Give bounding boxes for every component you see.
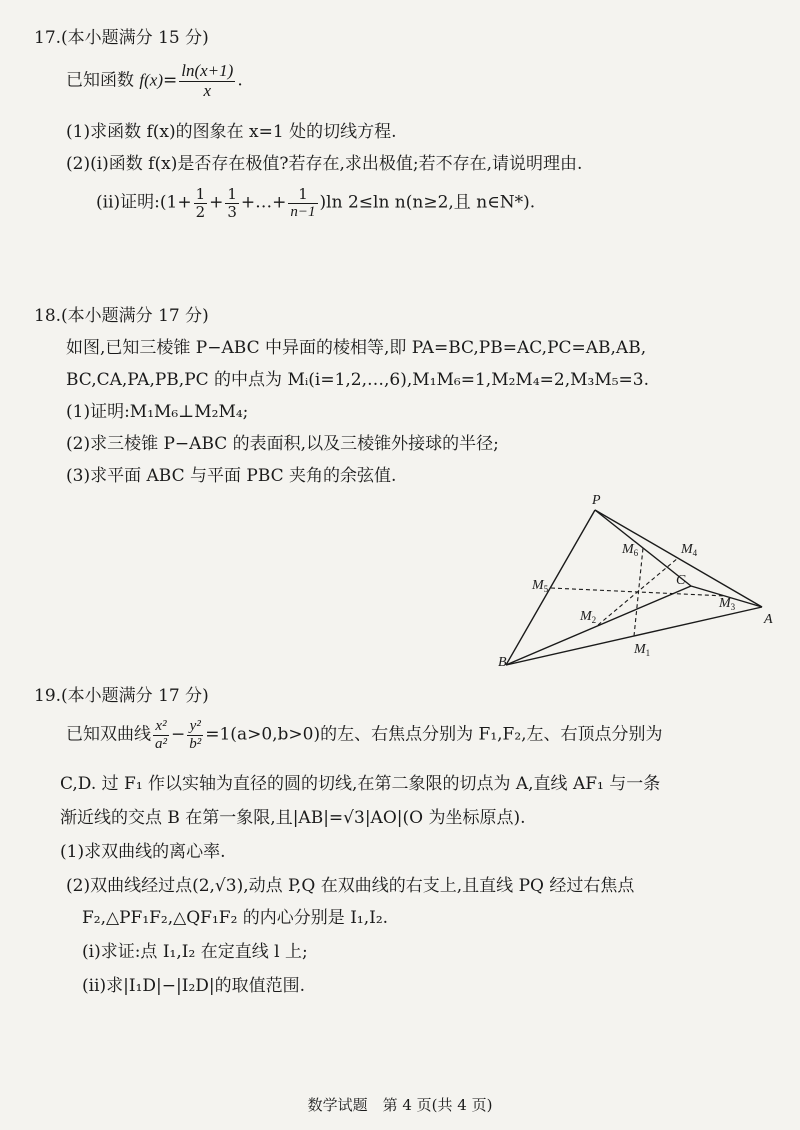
segment-M1M6 <box>634 548 643 636</box>
q19-line2: C,D. 过 F₁ 作以实轴为直径的圆的切线,在第二象限的切点为 A,直线 AF₁ 与一条 <box>60 774 661 794</box>
edge-PC <box>595 510 691 586</box>
page-footer: 数学试题 第 4 页(共 4 页) <box>307 1096 493 1114</box>
label-A: A <box>764 612 773 627</box>
edge-CA <box>691 586 762 607</box>
edge-PA <box>595 510 762 607</box>
q18-line1: 如图,已知三棱锥 P−ABC 中异面的棱相等,即 PA=BC,PB=AC,PC=AB,AB, <box>66 338 647 358</box>
label-M5: $M_5$ <box>532 578 549 594</box>
segment-M3M5 <box>551 588 726 596</box>
label-P: P <box>592 493 601 508</box>
label-M1: $M_1$ <box>634 642 651 658</box>
q19-part2: (2)双曲线经过点(2,√3),动点 P,Q 在双曲线的右支上,且直线 PQ 经过右焦点 <box>66 876 635 896</box>
q19-header: 19.(本小题满分 17 分) <box>34 686 209 706</box>
q18-header: 18.(本小题满分 17 分) <box>34 306 209 326</box>
label-M2: $M_2$ <box>580 609 597 625</box>
q19-part2-i: (ⅰ)求证:点 I₁,I₂ 在定直线 l 上; <box>82 942 308 962</box>
q19-part2-ii: (ⅱ)求|I₁D|−|I₂D|的取值范围. <box>82 976 306 996</box>
q18-line2: BC,CA,PA,PB,PC 的中点为 Mᵢ(i=1,2,…,6),M₁M₆=1,M₂M₄=2,M₃M₅=3. <box>66 370 650 390</box>
q17-part2-ii: (ⅱ)证明:(1+ $\frac{1}{2}$ + $\frac{1}{3}$ +…+ $\frac{1}{n-1}$ )ln 2≤ln n(n≥2,且 n∈N*). <box>96 185 536 221</box>
label-M6: $M_6$ <box>622 542 639 558</box>
label-C: C <box>676 573 686 588</box>
q19-line1: 已知双曲线 $\frac{\text{x²}}{\text{a²}}$ − $\frac{\text{y²}}{\text{b²}}$ =1(a>0,b>0)的左、右焦点分别为 F₁,F₂,左、右顶点分别为 <box>66 718 663 752</box>
label-M3: $M_3$ <box>719 596 736 612</box>
edge-BA <box>506 607 762 665</box>
q19-part2-cont: F₂,△PF₁F₂,△QF₁F₂ 的内心分别是 I₁,I₂. <box>82 908 389 928</box>
q19-line3: 渐近线的交点 B 在第一象限,且|AB|=√3|AO|(O 为坐标原点). <box>60 808 526 828</box>
label-B: B <box>498 655 507 670</box>
q17-intro: 已知函数 f(x)= $\frac{\ln(x+1)}{x}$ . <box>66 61 243 100</box>
segment-M2M4 <box>598 558 678 625</box>
q17-part2: (2)(ⅰ)函数 f(x)是否存在极值?若存在,求出极值;若不存在,请说明理由. <box>66 154 583 174</box>
q18-part2: (2)求三棱锥 P−ABC 的表面积,以及三棱锥外接球的半径; <box>66 434 499 454</box>
edge-PB <box>506 510 595 665</box>
q18-part3: (3)求平面 ABC 与平面 PBC 夹角的余弦值. <box>66 466 397 486</box>
q17-fraction: $\frac{\ln(x+1)}{x}$ <box>181 61 234 100</box>
q19-part1: (1)求双曲线的离心率. <box>60 842 226 862</box>
q17-header: 17.(本小题满分 15 分) <box>34 28 209 48</box>
edge-BC <box>506 586 691 665</box>
q18-part1: (1)证明:M₁M₆⊥M₂M₄; <box>66 402 249 422</box>
label-M4: $M_4$ <box>681 542 698 558</box>
q17-part1: (1)求函数 f(x)的图象在 x=1 处的切线方程. <box>66 122 397 142</box>
